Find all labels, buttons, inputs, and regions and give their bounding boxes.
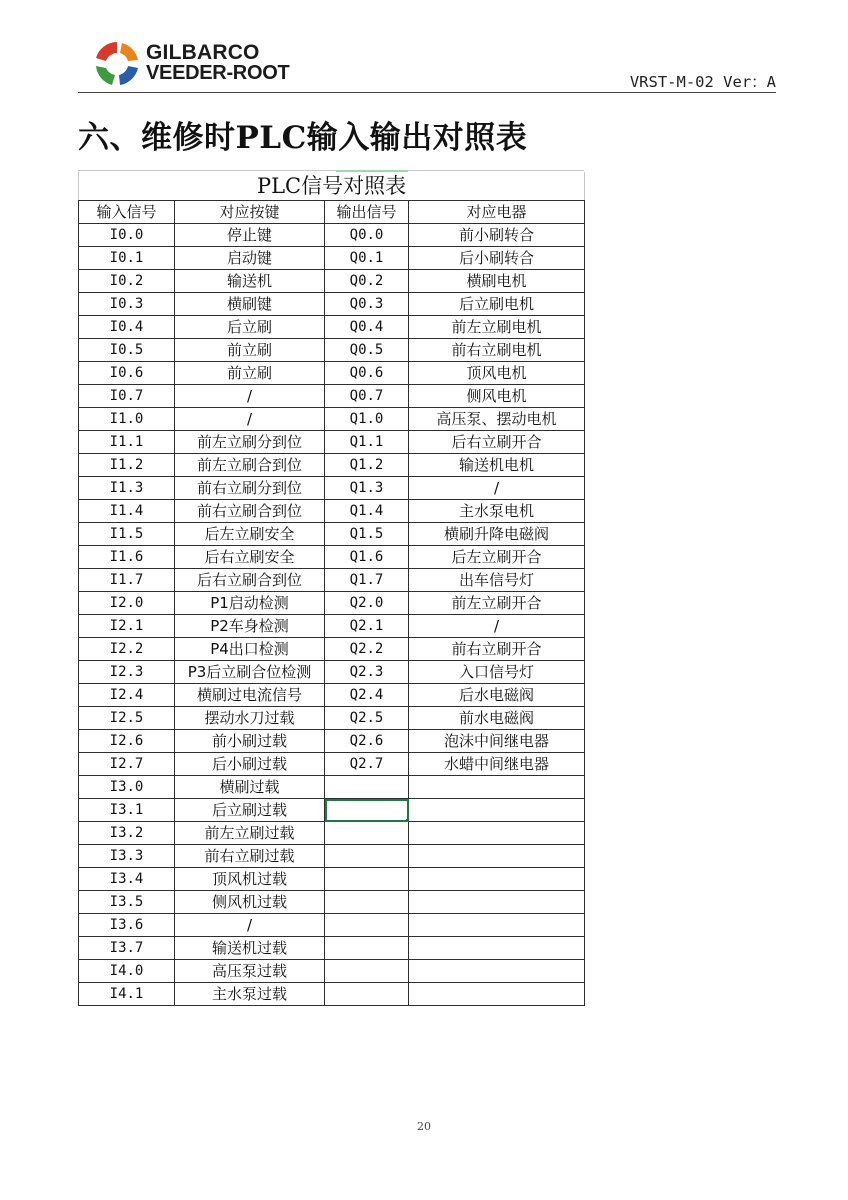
header-divider [78, 92, 776, 93]
device-cell: 出车信号灯 [409, 569, 585, 592]
table-row [79, 753, 585, 776]
key-cell: 前左立刷过载 [175, 822, 325, 845]
sheet-edge [78, 170, 584, 171]
output-signal-cell: Q1.1 [325, 431, 409, 454]
header-key: 对应按键 [175, 201, 325, 224]
output-signal-cell: Q0.7 [325, 385, 409, 408]
table-row [79, 477, 585, 500]
output-signal-cell: Q1.5 [325, 523, 409, 546]
plc-signal-table [78, 172, 585, 1006]
table-row [79, 500, 585, 523]
device-cell: 后右立刷开合 [409, 431, 585, 454]
device-cell: 后水电磁阀 [409, 684, 585, 707]
key-cell: 前右立刷过载 [175, 845, 325, 868]
device-cell: / [409, 615, 585, 638]
table-row [79, 937, 585, 960]
input-signal-cell: I0.7 [79, 385, 175, 408]
input-signal-cell: I3.2 [79, 822, 175, 845]
key-cell: 横刷过电流信号 [175, 684, 325, 707]
device-cell: 前左立刷电机 [409, 316, 585, 339]
input-signal-cell: I2.2 [79, 638, 175, 661]
input-signal-cell: I0.0 [79, 224, 175, 247]
output-signal-cell: Q0.3 [325, 293, 409, 316]
input-signal-cell: I3.0 [79, 776, 175, 799]
table-row [79, 822, 585, 845]
input-signal-cell: I3.1 [79, 799, 175, 822]
input-signal-cell: I0.4 [79, 316, 175, 339]
table-row [79, 615, 585, 638]
header-output-signal: 输出信号 [325, 201, 409, 224]
input-signal-cell: I3.3 [79, 845, 175, 868]
table-row [79, 592, 585, 615]
input-signal-cell: I0.5 [79, 339, 175, 362]
output-signal-cell: Q1.4 [325, 500, 409, 523]
output-signal-cell: Q0.6 [325, 362, 409, 385]
key-cell: 横刷键 [175, 293, 325, 316]
key-cell: 前右立刷分到位 [175, 477, 325, 500]
table-row [79, 408, 585, 431]
logo-mark-icon [92, 40, 142, 88]
key-cell: 停止键 [175, 224, 325, 247]
key-cell: P2车身检测 [175, 615, 325, 638]
logo-wordmark [146, 42, 289, 84]
input-signal-cell: I3.6 [79, 914, 175, 937]
key-cell: 前左立刷合到位 [175, 454, 325, 477]
key-cell: 后右立刷安全 [175, 546, 325, 569]
device-cell: / [409, 477, 585, 500]
page-number: 20 [417, 1120, 431, 1133]
device-cell: 侧风电机 [409, 385, 585, 408]
device-cell [409, 960, 585, 983]
table-row [79, 707, 585, 730]
table-row [79, 661, 585, 684]
input-signal-cell: I3.7 [79, 937, 175, 960]
input-signal-cell: I0.2 [79, 270, 175, 293]
input-signal-cell: I2.7 [79, 753, 175, 776]
key-cell: P3后立刷合位检测 [175, 661, 325, 684]
key-cell: 后立刷 [175, 316, 325, 339]
output-signal-cell: Q1.0 [325, 408, 409, 431]
output-signal-cell: Q0.2 [325, 270, 409, 293]
table-row [79, 523, 585, 546]
input-signal-cell: I1.5 [79, 523, 175, 546]
device-cell: 输送机电机 [409, 454, 585, 477]
table-row [79, 431, 585, 454]
key-cell: / [175, 914, 325, 937]
device-cell: 顶风电机 [409, 362, 585, 385]
table-row [79, 293, 585, 316]
output-signal-cell: Q2.7 [325, 753, 409, 776]
key-cell: 侧风机过载 [175, 891, 325, 914]
plc-table-image [78, 170, 584, 1005]
table-row [79, 362, 585, 385]
table-row [79, 983, 585, 1006]
input-signal-cell: I1.0 [79, 408, 175, 431]
table-row [79, 569, 585, 592]
output-signal-cell [325, 960, 409, 983]
header-device: 对应电器 [409, 201, 585, 224]
output-signal-cell: Q1.3 [325, 477, 409, 500]
input-signal-cell: I2.4 [79, 684, 175, 707]
key-cell: 输送机过载 [175, 937, 325, 960]
output-signal-cell: Q2.1 [325, 615, 409, 638]
output-signal-cell [325, 983, 409, 1006]
device-cell: 后立刷电机 [409, 293, 585, 316]
key-cell: 摆动水刀过载 [175, 707, 325, 730]
key-cell: 前右立刷合到位 [175, 500, 325, 523]
key-cell: 后立刷过载 [175, 799, 325, 822]
document-reference: VRST-M-02 Ver：A [629, 73, 776, 91]
input-signal-cell: I2.0 [79, 592, 175, 615]
device-cell [409, 983, 585, 1006]
input-signal-cell: I4.0 [79, 960, 175, 983]
output-signal-cell [325, 845, 409, 868]
key-cell: 主水泵过载 [175, 983, 325, 1006]
input-signal-cell: I0.3 [79, 293, 175, 316]
output-signal-cell: Q2.5 [325, 707, 409, 730]
device-cell: 后左立刷开合 [409, 546, 585, 569]
key-cell: P4出口检测 [175, 638, 325, 661]
device-cell [409, 822, 585, 845]
device-cell: 横刷升降电磁阀 [409, 523, 585, 546]
logo-line-1: GILBARCO [146, 41, 260, 64]
device-cell: 前小刷转合 [409, 224, 585, 247]
table-row [79, 914, 585, 937]
table-row [79, 845, 585, 868]
table-row [79, 247, 585, 270]
table-row [79, 339, 585, 362]
device-cell: 水蜡中间继电器 [409, 753, 585, 776]
output-signal-cell: Q0.4 [325, 316, 409, 339]
fill-handle [406, 819, 409, 822]
output-signal-cell [325, 776, 409, 799]
input-signal-cell: I2.6 [79, 730, 175, 753]
selected-cell [325, 799, 409, 822]
device-cell [409, 868, 585, 891]
output-signal-cell: Q2.0 [325, 592, 409, 615]
table-row [79, 684, 585, 707]
table-row [79, 730, 585, 753]
key-cell: 横刷过载 [175, 776, 325, 799]
input-signal-cell: I3.4 [79, 868, 175, 891]
device-cell: 前右立刷电机 [409, 339, 585, 362]
output-signal-cell [325, 891, 409, 914]
device-cell [409, 776, 585, 799]
key-cell: 后小刷过载 [175, 753, 325, 776]
output-signal-cell: Q2.4 [325, 684, 409, 707]
output-signal-cell: Q0.5 [325, 339, 409, 362]
input-signal-cell: I1.3 [79, 477, 175, 500]
key-cell: 前小刷过载 [175, 730, 325, 753]
output-signal-cell [325, 868, 409, 891]
table-row [79, 270, 585, 293]
output-signal-cell: Q2.2 [325, 638, 409, 661]
device-cell [409, 845, 585, 868]
input-signal-cell: I2.5 [79, 707, 175, 730]
table-row [79, 546, 585, 569]
output-signal-cell: Q2.3 [325, 661, 409, 684]
output-signal-cell: Q0.1 [325, 247, 409, 270]
output-signal-cell: Q1.6 [325, 546, 409, 569]
key-cell: 前立刷 [175, 362, 325, 385]
input-signal-cell: I2.3 [79, 661, 175, 684]
table-row [79, 638, 585, 661]
device-cell: 高压泵、摆动电机 [409, 408, 585, 431]
key-cell: 启动键 [175, 247, 325, 270]
output-signal-cell [325, 937, 409, 960]
input-signal-cell: I1.4 [79, 500, 175, 523]
table-row [79, 868, 585, 891]
input-signal-cell: I1.6 [79, 546, 175, 569]
input-signal-cell: I2.1 [79, 615, 175, 638]
input-signal-cell: I4.1 [79, 983, 175, 1006]
key-cell: 高压泵过载 [175, 960, 325, 983]
table-row [79, 891, 585, 914]
table-row [79, 799, 585, 822]
header-input-signal: 输入信号 [79, 201, 175, 224]
output-signal-cell: Q1.2 [325, 454, 409, 477]
table-row [79, 960, 585, 983]
key-cell: 后左立刷安全 [175, 523, 325, 546]
device-cell: 前右立刷开合 [409, 638, 585, 661]
input-signal-cell: I1.2 [79, 454, 175, 477]
device-cell [409, 891, 585, 914]
key-cell: 前立刷 [175, 339, 325, 362]
output-signal-cell [325, 822, 409, 845]
table-title-row [79, 172, 585, 201]
device-cell [409, 914, 585, 937]
device-cell [409, 799, 585, 822]
page-header [0, 0, 848, 100]
output-signal-cell: Q1.7 [325, 569, 409, 592]
output-signal-cell: Q0.0 [325, 224, 409, 247]
table-row [79, 316, 585, 339]
device-cell: 前左立刷开合 [409, 592, 585, 615]
logo-line-2: VEEDER-ROOT [146, 62, 290, 84]
table-title: PLC信号对照表 [79, 172, 585, 201]
key-cell: P1启动检测 [175, 592, 325, 615]
key-cell: / [175, 408, 325, 431]
table-header-row [79, 201, 585, 224]
table-row [79, 385, 585, 408]
device-cell [409, 937, 585, 960]
key-cell: / [175, 385, 325, 408]
output-signal-cell [325, 914, 409, 937]
company-logo [92, 40, 292, 88]
key-cell: 顶风机过载 [175, 868, 325, 891]
table-row [79, 454, 585, 477]
key-cell: 后右立刷合到位 [175, 569, 325, 592]
device-cell: 横刷电机 [409, 270, 585, 293]
input-signal-cell: I0.6 [79, 362, 175, 385]
key-cell: 前左立刷分到位 [175, 431, 325, 454]
device-cell: 泡沫中间继电器 [409, 730, 585, 753]
input-signal-cell: I1.7 [79, 569, 175, 592]
input-signal-cell: I0.1 [79, 247, 175, 270]
section-title: 六、维修时PLC输入输出对照表 [78, 120, 528, 156]
input-signal-cell: I1.1 [79, 431, 175, 454]
device-cell: 前水电磁阀 [409, 707, 585, 730]
key-cell: 输送机 [175, 270, 325, 293]
device-cell: 主水泵电机 [409, 500, 585, 523]
table-row [79, 224, 585, 247]
input-signal-cell: I3.5 [79, 891, 175, 914]
table-row [79, 776, 585, 799]
device-cell: 入口信号灯 [409, 661, 585, 684]
device-cell: 后小刷转合 [409, 247, 585, 270]
output-signal-cell: Q2.6 [325, 730, 409, 753]
